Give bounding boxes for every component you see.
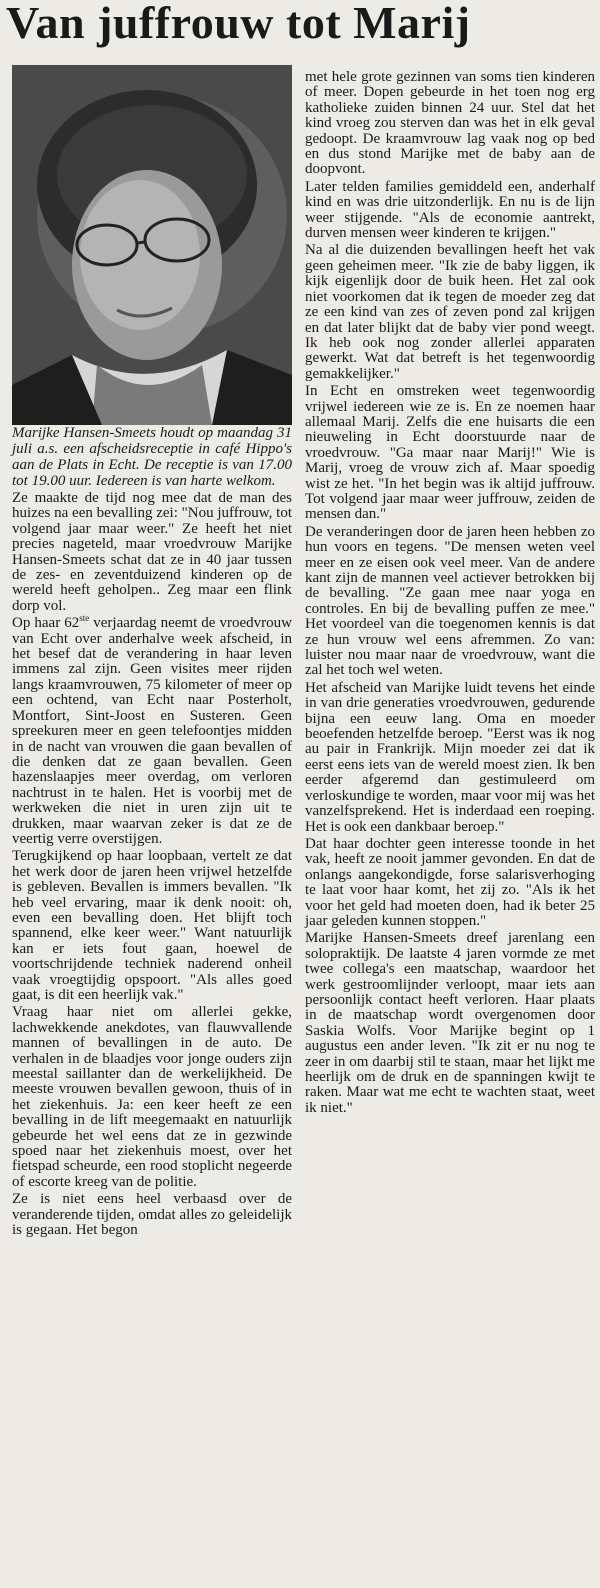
paragraph: Terugkijkend op haar loopbaan, vertelt ze dat het werk door de jaren heen vrijwel hetzelfde is gebleven. Bevallen is immers bevallen. "Ik heb veel ervaring, maar ik denk nooit: oh, even een bevalling doen. Het blijft toch spannend, elke keer weer." Want natuurlijk kan er iets fout gaan, hoewel de voortschrijdende techniek naderend onheil vaak vroegtijdig opspoort. "Als alles goed gaat, is dit een heerlijk vak." [12, 848, 292, 1003]
paragraph: Op haar 62ste verjaardag neemt de vroedvrouw van Echt over anderhalve week afscheid, in het besef dat de verandering in haar leven immens zal zijn. Geen visites meer rijden langs kraamvrouwen, 75 kilometer of meer op een ochtend, van Echt naar Posterholt, Montfort, Sint-Joost en Susteren. Geen spreekuren meer en geen telefoontjes midden in de nacht van vrouwen die gaan bevallen of die denken dat ze gaan bevallen. Geen hazenslaapjes meer overdag, om verloren nachtrust in te halen. Het is voorbij met de werkweken die niet in uren zijn uit te drukken, maar waarvan zeker is dat ze de veertig verre overstijgen. [12, 613, 292, 847]
paragraph: Het afscheid van Marijke luidt tevens het einde in van drie generaties vroedvrouwen, gedurende bijna een eeuw lang. Oma en moeder beoefenden hetzelfde beroep. "Eerst was ik nog au pair in Frankrijk. Mijn moeder zei dat ik eerst eens iets van de wereld moest zien. Ik ben eerder afgeremd dan gestimuleerd om verloskundige te worden, maar voor mij was het vanzelfsprekend. Het is inderdaad een roeping. Het is ook een dankbaar beroep." [305, 679, 595, 835]
left-column [12, 65, 292, 1241]
paragraph: met hele grote gezinnen van soms tien kinderen of meer. Dopen gebeurde in het toen nog erg katholieke zuiden binnen 24 uur. Stel dat het kind vroeg zou sterven dan was het in elk geval gedoopt. De kraamvrouw lag vaak nog op bed en dus stond Marijke met de baby aan de doopvont. [305, 69, 595, 178]
portrait-photo [12, 65, 292, 425]
paragraph: Ze is niet eens heel verbaasd over de veranderende tijden, omdat alles zo geleidelijk is gegaan. Het begon [12, 1191, 292, 1239]
portrait-illustration [12, 65, 292, 425]
paragraph: Dat haar dochter geen interesse toonde in het vak, heeft ze nooit jammer gevonden. En dat de onlangs aangekondigde, forse salarisverhoging te laat voor haar komt, het zij zo. "Als ik het voor het geld had moeten doen, had ik beter 25 jaar geleden kunnen stoppen." [305, 835, 595, 929]
paragraph: Ze maakte de tijd nog mee dat de man des huizes na een bevalling zei: "Nou juffrouw, tot volgend jaar maar weer." Ze heeft het niet precies nageteld, maar vroedvrouw Marijke Hansen-Smeets schat dat ze in 40 jaar tussen de zes- en zeventduizend kinderen op de wereld heeft geholpen.. Zeg maar een flink dorp vol. [12, 490, 292, 614]
paragraph: Later telden families gemiddeld een, anderhalf kind en was drie uitzonderlijk. En nu is de lijn weer stijgende. "Als de economie aantrekt, durven mensen weer kinderen te krijgen." [305, 178, 595, 242]
paragraph: In Echt en omstreken weet tegenwoordig vrijwel iedereen wie ze is. En ze noemen haar allemaal Marij. Zelfs die ene huisarts die een nieuweling in Echt doorstuurde naar de vroedvrouw. "Ga maar naar Marij!" Wie is Marij, vroeg de vrouw zich af. Maar spoedig wist ze het. "In het begin was ik altijd juffrouw. Tot volgend jaar maar weer juffrouw, zeiden de mensen dan." [305, 383, 595, 523]
headline: Van juffrouw tot Marij [6, 0, 471, 48]
paragraph: Na al die duizenden bevallingen heeft het vak geen geheimen meer. "Ik zie de baby liggen, ik kijk eigenlijk door de buik heen. Het zal ook niet voorkomen dat ik tegen de moeder zeg dat ze een kind van zes of zeven pond zal krijgen en dat later blijkt dat de baby vier pond weegt. Ik heb ook nog zonder allerlei apparaten gewerkt. Wat dat betreft is het tegenwoordig gemakkelijker." [305, 242, 595, 382]
paragraph: De veranderingen door de jaren heen hebben zo hun voors en tegens. "De mensen weten veel meer en ze eisen ook veel meer. Van de andere kant zijn de mannen veel actiever betrokken bij de bevalling. "Ze gaan mee naar yoga en controles. En bij de bevalling puffen ze mee." Het voordeel van die toegenomen kennis is dat ze hun vrouw wel eens afremmen. Zo van: luister nou maar naar de vroedvrouw, want die zal het toch wel weten. [305, 523, 595, 679]
photo-caption: Marijke Hansen-Smeets houdt op maandag 31 juli a.s. een afscheidsreceptie in café Hippo's aan de Plats in Echt. De receptie is van 17.00 tot 19.00 uur. Iedereen is van harte welkom. [12, 425, 292, 489]
right-column [305, 70, 595, 1118]
paragraph: Vraag haar niet om allerlei gekke, lachwekkende anekdotes, van flauwvallende mannen of bevallingen in de auto. De verhalen in de blaadjes voor jonge ouders zijn meestal saillanter dan de werkelijkheid. De meeste vrouwen bevallen gewoon, thuis of in het ziekenhuis. Ja: een keer heeft ze een bevalling in de lift meegemaakt en natuurlijk gebeurde het wel eens dat ze in gezwinde spoed naar het ziekenhuis moest, over het fietspad scheurde, een rood stoplicht negeerde of escorte kreeg van de politie. [12, 1004, 292, 1190]
paragraph: Marijke Hansen-Smeets dreef jarenlang een solopraktijk. De laatste 4 jaren vormde ze met twee collega's een maatschap, waardoor het werk gestroomlijnder verloopt, maar iets aan persoonlijk contact heeft verloren. Haar plaats in de maatschap wordt overgenomen door Saskia Wolfs. Voor Marijke begint op 1 augustus een ander leven. "Ik zit er nu nog te zeer in om daarbij stil te staan, maar het lijkt me heerlijk om de druk en de spanningen kwijt te raken. Maar wat me echt te wachten staat, weet ik niet." [305, 930, 595, 1116]
